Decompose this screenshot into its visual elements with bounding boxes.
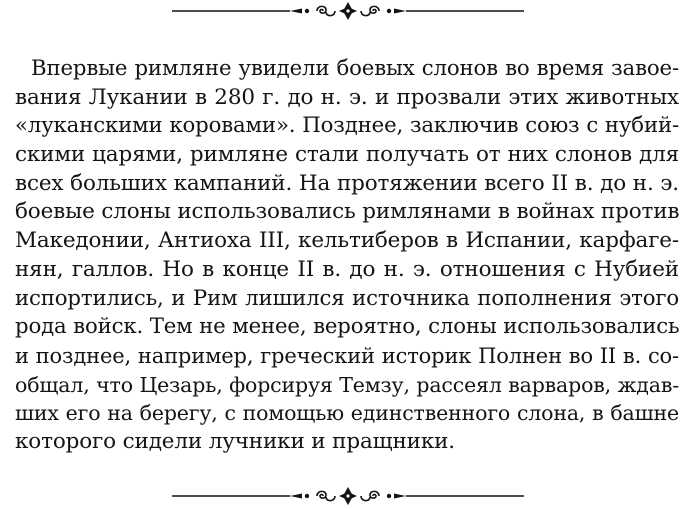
fleuron-divider-icon — [170, 486, 526, 506]
fleuron-divider-icon — [170, 1, 526, 21]
paragraph-line: вания Лукании в 280 г. до н. э. и прозвали этих животных — [15, 84, 679, 110]
paragraph-line: Впервые римляне увидели боевых слонов во время завое- — [31, 56, 679, 81]
paragraph-line: ших его на берегу, с помощью единственного слона, в башне — [15, 401, 679, 426]
paragraph-line: всех больших кампаний. На протяжении всего II в. до н. э. — [15, 170, 679, 196]
paragraph-line: и позднее, например, греческий историк Полнен во II в. со- — [15, 343, 679, 368]
paragraph-line: скими царями, римляне стали получать от них слонов для — [15, 142, 679, 168]
paragraph-line: испортились, и Рим лишился источника пополнения этого — [15, 285, 679, 311]
paragraph-line: боевые слоны использовались римлянами в войнах против — [15, 199, 680, 225]
paragraph-last-line: которого сидели лучники и пращники. — [15, 428, 455, 454]
paragraph-line: рода войск. Тем не менее, вероятно, слоны использовались — [15, 314, 680, 340]
top-ornament-divider — [170, 1, 526, 21]
bottom-ornament-divider — [170, 486, 526, 506]
paragraph-line: общал, что Цезарь, форсируя Темзу, рассеял варваров, ждав- — [15, 372, 679, 397]
paragraph-line: нян, галлов. Но в конце II в. до н. э. отношения с Нубией — [15, 256, 679, 282]
paragraph-line: «луканскими коровами». Позднее, заключив союз с нубий- — [15, 113, 679, 139]
paragraph-line: Македонии, Антиоха III, кельтиберов в Испании, карфаге- — [15, 228, 679, 254]
body-paragraph — [15, 55, 679, 457]
